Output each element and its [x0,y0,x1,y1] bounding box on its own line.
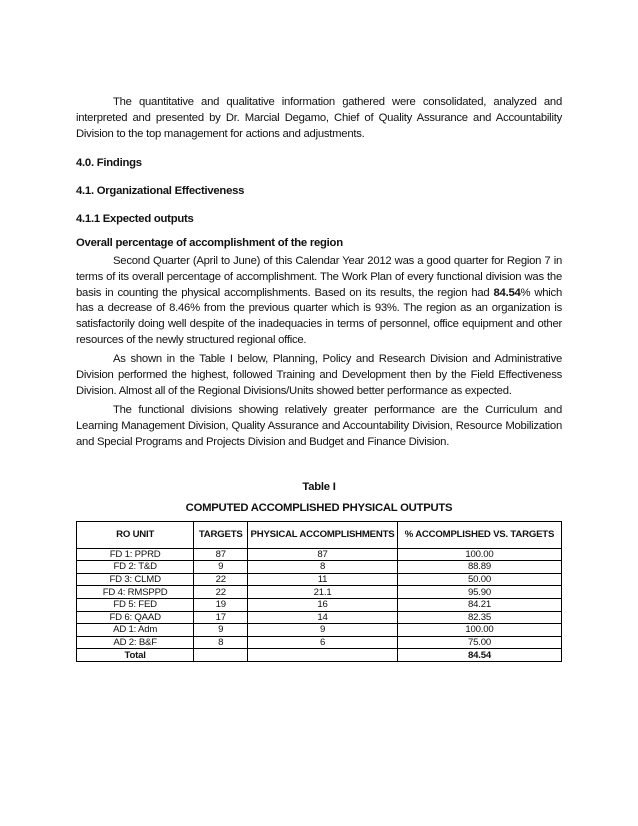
cell-targets: 17 [194,611,248,624]
paragraph-table-reference: As shown in the Table I below, Planning, Policy and Research Division and Administrative Division performed the highest, followed Training and Development then by the Field Effectiveness Division. Almost all of the Regional Divisions/Units showed better performance as expected. [76,353,562,397]
table-header-row [77,521,562,548]
cell-targets: 9 [194,624,248,637]
cell-targets: 22 [194,586,248,599]
table-row-total [77,649,562,662]
cell-physical-accomplishments: 16 [248,598,398,611]
paragraph-second-quarter-part2: % which has a decrease of 8.46% from the previous quarter which is 93%. The region as an organization is satisfactorily doing well despite of the inadequacies in terms of personnel, office equipment and other resources of the newly structured regional office. [76,286,562,347]
cell-ro-unit: FD 6: QAAD [77,611,194,624]
cell-ro-unit: AD 1: Adm [77,624,194,637]
cell-targets: 87 [194,548,248,561]
total-cell-targets [194,649,248,662]
paragraph-second-quarter-part1: Second Quarter (April to June) of this Calendar Year 2012 was a good quarter for Region 7 in terms of its overall percentage of accomplishment. The Work Plan of every functional division was the basis in counting the physical accomplishments. Based on its results, the region had [76,254,562,299]
table-body [77,548,562,661]
heading-findings: 4.0. Findings [76,156,142,169]
document-page [76,95,562,662]
table-row [77,561,562,574]
cell-physical-accomplishments: 87 [248,548,398,561]
intro-paragraph: The quantitative and qualitative information gathered were consolidated, analyzed and interpreted and presented by Dr. Marcial Degamo, Chief of Quality Assurance and Accountability Division to the top management for actions and adjustments. [76,96,562,140]
cell-ro-unit: FD 1: PPRD [77,548,194,561]
cell-physical-accomplishments: 6 [248,636,398,649]
cell-percent-accomplished: 84.21 [397,598,561,611]
paragraph-second-quarter [76,254,562,349]
cell-percent-accomplished: 88.89 [397,561,561,574]
cell-percent-accomplished: 100.00 [397,624,561,637]
paragraph-functional-divisions: The functional divisions showing relatively greater performance are the Curriculum and Learning Management Division, Quality Assurance and Accountability Division, Resource Mobilization and Special Programs and Projects Division and Budget and Finance Division. [76,403,562,448]
table-row [77,548,562,561]
table-row [77,611,562,624]
cell-percent-accomplished: 82.35 [397,611,561,624]
header-targets: TARGETS [194,521,248,548]
cell-targets: 22 [194,573,248,586]
cell-physical-accomplishments: 8 [248,561,398,574]
table-row [77,636,562,649]
total-cell-physical-accomplishments [248,649,398,662]
cell-ro-unit: AD 2: B&F [77,636,194,649]
cell-percent-accomplished: 95.90 [397,586,561,599]
heading-organizational-effectiveness: 4.1. Organizational Effectiveness [76,184,245,197]
cell-percent-accomplished: 100.00 [397,548,561,561]
cell-physical-accomplishments: 14 [248,611,398,624]
cell-targets: 19 [194,598,248,611]
cell-targets: 9 [194,561,248,574]
table-label: Table I [302,480,336,493]
heading-overall-percentage: Overall percentage of accomplishment of the region [76,236,343,249]
cell-physical-accomplishments: 9 [248,624,398,637]
header-physical-accomplishments: PHYSICAL ACCOMPLISHMENTS [248,521,398,548]
cell-physical-accomplishments: 11 [248,573,398,586]
header-percent-accomplished: % ACCOMPLISHED VS. TARGETS [397,521,561,548]
table-row [77,598,562,611]
cell-ro-unit: FD 2: T&D [77,561,194,574]
table-row [77,586,562,599]
heading-expected-outputs: 4.1.1 Expected outputs [76,212,194,225]
total-cell-ro-unit: Total [77,649,194,662]
table-row [77,624,562,637]
cell-ro-unit: FD 5: FED [77,598,194,611]
cell-ro-unit: FD 4: RMSPPD [77,586,194,599]
cell-targets: 8 [194,636,248,649]
cell-ro-unit: FD 3: CLMD [77,573,194,586]
cell-percent-accomplished: 50.00 [397,573,561,586]
cell-percent-accomplished: 75.00 [397,636,561,649]
total-cell-percent-accomplished: 84.54 [397,649,561,662]
accomplishment-table [76,521,562,662]
overall-percentage-value: 84.54 [493,286,521,299]
table-row [77,573,562,586]
header-ro-unit: RO UNIT [77,521,194,548]
cell-physical-accomplishments: 21.1 [248,586,398,599]
table-title: COMPUTED ACCOMPLISHED PHYSICAL OUTPUTS [185,501,453,514]
